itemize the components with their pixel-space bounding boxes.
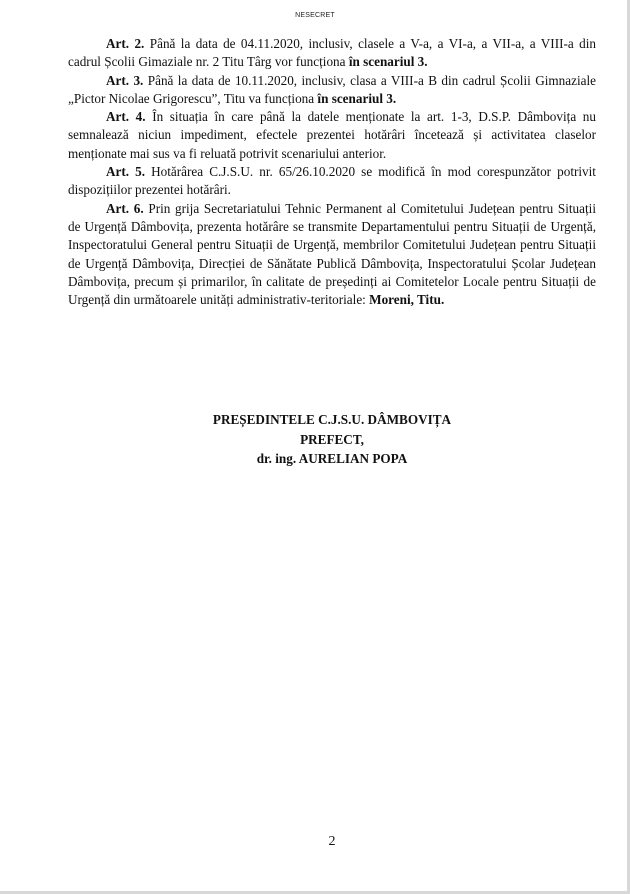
classification-header: NESECRET (295, 12, 335, 19)
article-label: Art. 2. (106, 36, 145, 51)
article-emphasis: în scenariul 3. (348, 54, 428, 70)
article-label: Art. 5. (106, 164, 146, 180)
document-body (68, 35, 596, 309)
article-emphasis: în scenariul 3. (317, 90, 397, 106)
article-text: În situația în care până la datele menționate la art. 1-3, D.S.P. Dâmbovița nu semnalează niciun impediment, efectele prezentei hotărâri încetează și activitatea claselor menționate mai sus va fi reluată potrivit scenariului anterior. (68, 109, 596, 161)
article-label: Art. 3. (106, 72, 144, 88)
article-label: Art. 4. (106, 109, 146, 125)
article-5 (68, 163, 596, 200)
article-text: Hotărârea C.J.S.U. nr. 65/26.10.2020 se modifică în mod corespunzător potrivit dispozițiilor prezentei hotărâri. (68, 164, 596, 198)
article-label: Art. 6. (106, 200, 144, 216)
signature-block (68, 410, 596, 469)
article-4 (68, 108, 596, 163)
article-3 (68, 72, 596, 109)
article-2 (68, 35, 596, 72)
article-text: Până la data de 04.11.2020, inclusiv, clasele a V-a, a VI-a, a VII-a, a VIII-a din cadrul Școlii Gimaziale nr. 2 Titu Târg vor funcționa (68, 36, 596, 70)
article-text: Prin grija Secretariatului Tehnic Permanent al Comitetului Județean pentru Situații de Urgență Dâmbovița, prezenta hotărâre se transmite Departamentului pentru Situații de Urgență, Inspectoratului General pentru Situații de Urgență, membrilor Comitetului Județean pentru Situații de Urgență Dâmbovița, Direcției de Sănătate Publică Dâmbovița, Inspectoratului Școlar Județean Dâmbovița, precum și primarilor, în calitate de președinți ai Comitetelor Locale pentru Situații de Urgență din următoarele unități administrativ-teritoriale: (68, 200, 596, 308)
signatory-name: dr. ing. AURELIAN POPA (256, 451, 408, 466)
signatory-title: PREȘEDINTELE C.J.S.U. DÂMBOVIȚA (212, 412, 452, 427)
signatory-role: PREFECT, (300, 431, 364, 447)
article-emphasis: Moreni, Titu. (369, 292, 445, 308)
article-6 (68, 200, 596, 310)
page-number: 2 (328, 834, 336, 849)
article-text: Până la data de 10.11.2020, inclusiv, clasa a VIII-a B din cadrul Școlii Gimnaziale „Pictor Nicolae Grigorescu”, Titu va funcționa (68, 72, 596, 106)
